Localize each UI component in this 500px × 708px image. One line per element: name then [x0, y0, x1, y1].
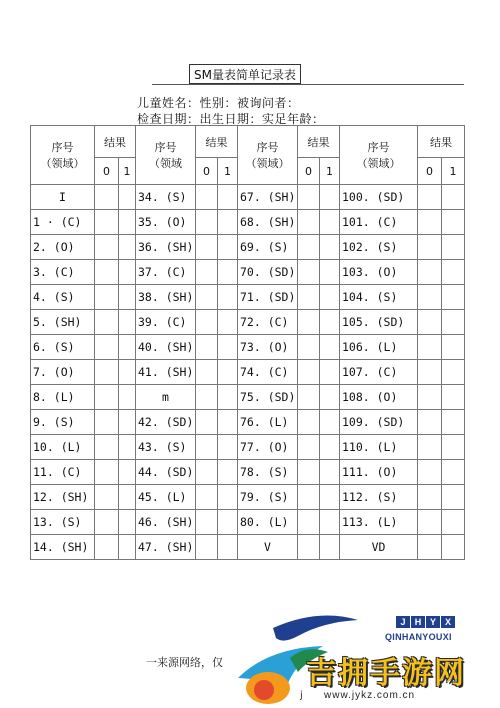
- result-one-box[interactable]: [320, 510, 340, 535]
- table-row: [31, 485, 465, 510]
- result-zero-box[interactable]: [196, 535, 218, 560]
- item-label: 43. (S): [136, 435, 196, 460]
- header-seq-col-3: 序号 （领域）: [238, 126, 298, 185]
- sheet-title: SM量表简单记录表: [189, 64, 301, 84]
- result-zero-box[interactable]: [298, 335, 320, 360]
- result-zero-box[interactable]: [418, 410, 442, 435]
- item-label: 107. (C): [340, 360, 418, 385]
- result-zero-box[interactable]: [196, 310, 218, 335]
- item-label: 67. (SH): [238, 185, 298, 210]
- result-zero-box[interactable]: [418, 360, 442, 385]
- result-zero-box[interactable]: [298, 460, 320, 485]
- result-one-box[interactable]: [320, 485, 340, 510]
- result-one-box[interactable]: [119, 335, 136, 360]
- header-zero: 0: [196, 158, 218, 185]
- table-row: [31, 410, 465, 435]
- header-result-col-3: 结果: [298, 126, 340, 158]
- date-info-line: 检查日期：出生日期：实足年龄：: [137, 112, 325, 126]
- result-one-box[interactable]: [218, 185, 238, 210]
- result-zero-box[interactable]: [298, 185, 320, 210]
- item-label: 104. (S): [340, 285, 418, 310]
- item-label: 100. (SD): [340, 185, 418, 210]
- result-one-box[interactable]: [119, 310, 136, 335]
- item-label: 79. (S): [238, 485, 298, 510]
- item-label: 72. (C): [238, 310, 298, 335]
- result-zero-box[interactable]: [196, 460, 218, 485]
- result-zero-box[interactable]: [196, 185, 218, 210]
- item-label: 76. (L): [238, 410, 298, 435]
- result-zero-box[interactable]: [95, 210, 119, 235]
- item-label: I: [31, 185, 95, 210]
- result-one-box[interactable]: [442, 510, 465, 535]
- result-one-box[interactable]: [218, 510, 238, 535]
- result-zero-box[interactable]: [196, 435, 218, 460]
- logo-url: www.jykz.com.cn: [324, 690, 416, 701]
- table-row: [31, 535, 465, 560]
- result-one-box[interactable]: [442, 235, 465, 260]
- result-one-box[interactable]: [218, 535, 238, 560]
- result-one-box[interactable]: [320, 435, 340, 460]
- result-one-box[interactable]: [218, 460, 238, 485]
- result-zero-box[interactable]: [95, 410, 119, 435]
- header-zero: 0: [418, 158, 442, 185]
- result-one-box[interactable]: [320, 185, 340, 210]
- result-zero-box[interactable]: [196, 510, 218, 535]
- result-one-box[interactable]: [218, 485, 238, 510]
- item-label: 108. (O): [340, 385, 418, 410]
- item-label: 47. (SH): [136, 535, 196, 560]
- result-zero-box[interactable]: [298, 285, 320, 310]
- result-zero-box[interactable]: [298, 360, 320, 385]
- item-label: 106. (L): [340, 335, 418, 360]
- table-row: [31, 385, 465, 410]
- result-zero-box[interactable]: [95, 310, 119, 335]
- table-row: [31, 285, 465, 310]
- logo-tag: J H Y X: [396, 616, 455, 628]
- result-one-box[interactable]: [218, 385, 238, 410]
- item-label: 105. (SD): [340, 310, 418, 335]
- result-zero-box[interactable]: [418, 260, 442, 285]
- result-one-box[interactable]: [218, 335, 238, 360]
- result-zero-box[interactable]: [418, 285, 442, 310]
- header-result-col-2: 结果: [196, 126, 238, 158]
- result-zero-box[interactable]: [196, 235, 218, 260]
- result-one-box[interactable]: [119, 435, 136, 460]
- result-zero-box[interactable]: [418, 485, 442, 510]
- item-label: 8. (L): [31, 385, 95, 410]
- item-label: 34. (S): [136, 185, 196, 210]
- item-label: 42. (SD): [136, 410, 196, 435]
- result-one-box[interactable]: [119, 385, 136, 410]
- item-label: 1 · (C): [31, 210, 95, 235]
- result-zero-box[interactable]: [298, 260, 320, 285]
- result-one-box[interactable]: [119, 185, 136, 210]
- result-one-box[interactable]: [442, 435, 465, 460]
- result-one-box[interactable]: [119, 535, 136, 560]
- item-label: 44. (SD): [136, 460, 196, 485]
- result-zero-box[interactable]: [196, 210, 218, 235]
- result-one-box[interactable]: [320, 335, 340, 360]
- header-one: 1: [442, 158, 465, 185]
- item-label: 35. (O): [136, 210, 196, 235]
- result-zero-box[interactable]: [418, 310, 442, 335]
- item-label: 109. (SD): [340, 410, 418, 435]
- result-zero-box[interactable]: [298, 210, 320, 235]
- result-one-box[interactable]: [320, 235, 340, 260]
- result-zero-box[interactable]: [418, 385, 442, 410]
- child-info-line: 儿童姓名：性别：被询问者：: [137, 96, 300, 110]
- result-zero-box[interactable]: [196, 360, 218, 385]
- item-label: 70. (SD): [238, 260, 298, 285]
- result-one-box[interactable]: [218, 435, 238, 460]
- result-zero-box[interactable]: [298, 535, 320, 560]
- result-zero-box[interactable]: [418, 460, 442, 485]
- result-one-box[interactable]: [442, 310, 465, 335]
- item-label: 73. (O): [238, 335, 298, 360]
- table-row: [31, 435, 465, 460]
- item-label: 46. (SH): [136, 510, 196, 535]
- result-zero-box[interactable]: [196, 410, 218, 435]
- result-one-box[interactable]: [218, 285, 238, 310]
- result-zero-box[interactable]: [95, 510, 119, 535]
- result-one-box[interactable]: [442, 360, 465, 385]
- result-one-box[interactable]: [442, 335, 465, 360]
- item-label: 80. (L): [238, 510, 298, 535]
- result-zero-box[interactable]: [95, 485, 119, 510]
- result-one-box[interactable]: [442, 185, 465, 210]
- item-label: 111. (O): [340, 460, 418, 485]
- item-label: 36. (SH): [136, 235, 196, 260]
- item-label: 10. (L): [31, 435, 95, 460]
- result-one-box[interactable]: [320, 535, 340, 560]
- result-one-box[interactable]: [218, 235, 238, 260]
- result-one-box[interactable]: [442, 535, 465, 560]
- item-label: 39. (C): [136, 310, 196, 335]
- result-zero-box[interactable]: [95, 460, 119, 485]
- result-one-box[interactable]: [442, 210, 465, 235]
- result-zero-box[interactable]: [95, 285, 119, 310]
- footer-source-note: 一来源网络，仅: [146, 656, 223, 669]
- result-one-box[interactable]: [119, 285, 136, 310]
- result-one-box[interactable]: [442, 460, 465, 485]
- item-label: 9. (S): [31, 410, 95, 435]
- result-zero-box[interactable]: [95, 435, 119, 460]
- result-one-box[interactable]: [119, 235, 136, 260]
- result-one-box[interactable]: [119, 485, 136, 510]
- item-label: 102. (S): [340, 235, 418, 260]
- table-row: [31, 360, 465, 385]
- table-row: [31, 185, 465, 210]
- logo-chinese-name: 吉拥手游网: [306, 656, 466, 691]
- item-label: 5. (SH): [31, 310, 95, 335]
- result-zero-box[interactable]: [95, 335, 119, 360]
- header-one: 1: [119, 158, 136, 185]
- result-one-box[interactable]: [442, 485, 465, 510]
- item-label: 37. (C): [136, 260, 196, 285]
- result-one-box[interactable]: [320, 360, 340, 385]
- result-one-box[interactable]: [442, 260, 465, 285]
- table-row: [31, 335, 465, 360]
- result-one-box[interactable]: [119, 260, 136, 285]
- table-row: [31, 460, 465, 485]
- result-zero-box[interactable]: [298, 510, 320, 535]
- item-label: 69. (S): [238, 235, 298, 260]
- item-label: 110. (L): [340, 435, 418, 460]
- result-zero-box[interactable]: [95, 535, 119, 560]
- item-label: 77. (O): [238, 435, 298, 460]
- header-result-col-4: 结果: [418, 126, 465, 158]
- result-zero-box[interactable]: [196, 335, 218, 360]
- item-label: 40. (SH): [136, 335, 196, 360]
- result-one-box[interactable]: [218, 310, 238, 335]
- header-one: 1: [218, 158, 238, 185]
- item-label: 71. (SD): [238, 285, 298, 310]
- result-one-box[interactable]: [119, 410, 136, 435]
- record-table: [30, 125, 465, 560]
- item-label: 2. (O): [31, 235, 95, 260]
- result-zero-box[interactable]: [418, 335, 442, 360]
- header-zero: 0: [95, 158, 119, 185]
- item-label: m: [136, 385, 196, 410]
- result-one-box[interactable]: [218, 210, 238, 235]
- table-header-row-1: [31, 126, 465, 158]
- result-zero-box[interactable]: [298, 435, 320, 460]
- item-label: 113. (L): [340, 510, 418, 535]
- result-one-box[interactable]: [320, 460, 340, 485]
- item-label: 103. (O): [340, 260, 418, 285]
- item-label: 112. (S): [340, 485, 418, 510]
- item-label: 14. (SH): [31, 535, 95, 560]
- result-zero-box[interactable]: [418, 510, 442, 535]
- result-one-box[interactable]: [320, 310, 340, 335]
- table-row: [31, 310, 465, 335]
- result-zero-box[interactable]: [95, 235, 119, 260]
- result-one-box[interactable]: [119, 460, 136, 485]
- result-zero-box[interactable]: [95, 385, 119, 410]
- item-label: 45. (L): [136, 485, 196, 510]
- table-body: [31, 185, 465, 560]
- header-seq-col-1: 序号 （领域）: [31, 126, 95, 185]
- result-one-box[interactable]: [218, 260, 238, 285]
- header-seq-col-4: 序号 （领域）: [340, 126, 418, 185]
- header-result-col-1: 结果: [95, 126, 136, 158]
- item-label: 11. (C): [31, 460, 95, 485]
- item-label: 3. (C): [31, 260, 95, 285]
- table-row: [31, 260, 465, 285]
- item-label: 75. (SD): [238, 385, 298, 410]
- result-zero-box[interactable]: [298, 485, 320, 510]
- logo-english-name: QINHANYOUXI: [385, 632, 452, 642]
- item-label: VD: [340, 535, 418, 560]
- table-row: [31, 510, 465, 535]
- item-label: 41. (SH): [136, 360, 196, 385]
- result-zero-box[interactable]: [196, 485, 218, 510]
- item-label: 68. (SH): [238, 210, 298, 235]
- item-label: 4. (S): [31, 285, 95, 310]
- result-one-box[interactable]: [119, 360, 136, 385]
- item-label: 74. (C): [238, 360, 298, 385]
- footer-mark: j: [300, 690, 303, 701]
- result-one-box[interactable]: [218, 360, 238, 385]
- result-one-box[interactable]: [320, 385, 340, 410]
- result-one-box[interactable]: [119, 510, 136, 535]
- result-one-box[interactable]: [442, 285, 465, 310]
- item-label: 101. (C): [340, 210, 418, 235]
- result-one-box[interactable]: [442, 385, 465, 410]
- result-zero-box[interactable]: [418, 210, 442, 235]
- item-label: 38. (SH): [136, 285, 196, 310]
- result-zero-box[interactable]: [418, 535, 442, 560]
- header-seq-col-2: 序号 （领域: [136, 126, 196, 185]
- result-one-box[interactable]: [218, 410, 238, 435]
- result-zero-box[interactable]: [196, 285, 218, 310]
- result-zero-box[interactable]: [95, 360, 119, 385]
- result-zero-box[interactable]: [298, 385, 320, 410]
- result-one-box[interactable]: [320, 285, 340, 310]
- result-zero-box[interactable]: [418, 435, 442, 460]
- result-zero-box[interactable]: [298, 310, 320, 335]
- header-one: 1: [320, 158, 340, 185]
- item-label: 6. (S): [31, 335, 95, 360]
- item-label: 7. (O): [31, 360, 95, 385]
- result-zero-box[interactable]: [95, 185, 119, 210]
- item-label: 78. (S): [238, 460, 298, 485]
- site-watermark-logo: [228, 608, 500, 708]
- result-zero-box[interactable]: [418, 235, 442, 260]
- title-divider: [152, 84, 464, 85]
- item-label: 12. (SH): [31, 485, 95, 510]
- result-one-box[interactable]: [119, 210, 136, 235]
- result-one-box[interactable]: [320, 410, 340, 435]
- result-zero-box[interactable]: [418, 185, 442, 210]
- table-row: [31, 210, 465, 235]
- result-zero-box[interactable]: [196, 385, 218, 410]
- header-zero: 0: [298, 158, 320, 185]
- result-zero-box[interactable]: [298, 235, 320, 260]
- result-one-box[interactable]: [442, 410, 465, 435]
- result-zero-box[interactable]: [196, 260, 218, 285]
- item-label: V: [238, 535, 298, 560]
- result-zero-box[interactable]: [95, 260, 119, 285]
- result-zero-box[interactable]: [298, 410, 320, 435]
- item-label: 13. (S): [31, 510, 95, 535]
- table-row: [31, 235, 465, 260]
- result-one-box[interactable]: [320, 210, 340, 235]
- result-one-box[interactable]: [320, 260, 340, 285]
